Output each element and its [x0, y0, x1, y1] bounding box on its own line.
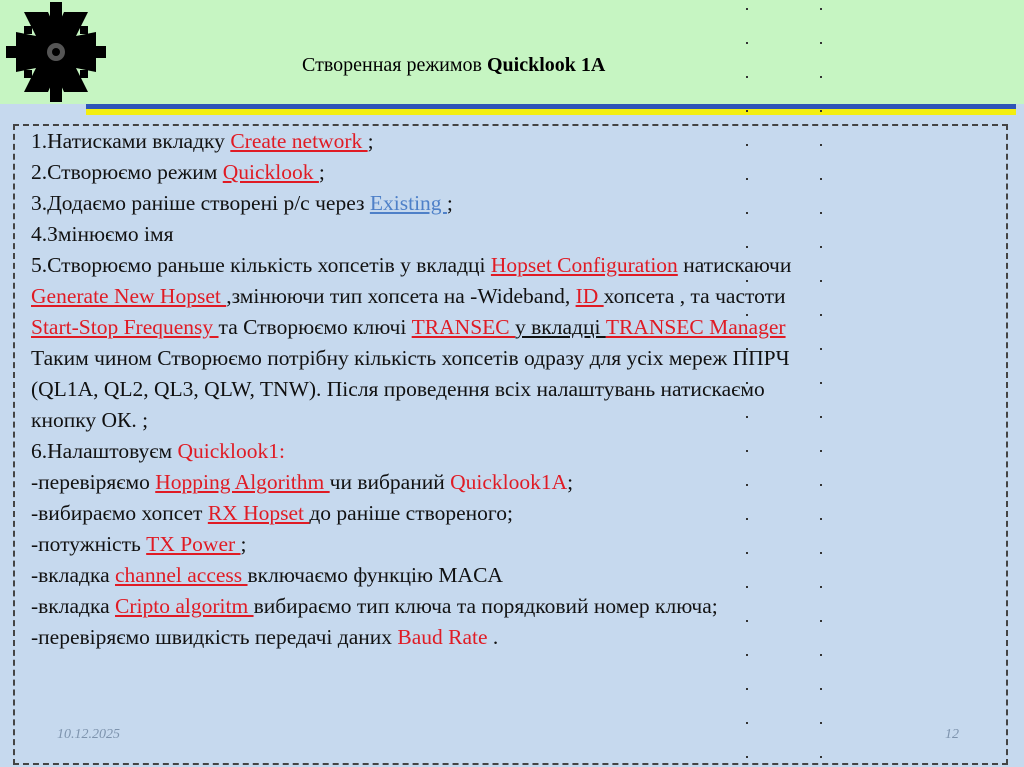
step-6-hopping: -перевіряємо Hopping Algorithm чи вибраний Quicklook1A; [31, 470, 574, 494]
decorative-dot [746, 110, 748, 112]
black-cross-emblem-icon [4, 2, 108, 102]
step-3: 3.Додаємо раніше створені р/с через Existing ; [31, 191, 453, 215]
step-1: 1.Натисками вкладку Create network ; [31, 129, 374, 153]
step-5-line-6: кнопку ОК. ; [31, 408, 149, 432]
hopping-algorithm-link[interactable]: Hopping Algorithm [155, 470, 330, 494]
transec-manager-link[interactable]: TRANSEC Manager [605, 315, 786, 339]
create-network-link[interactable]: Create network [230, 129, 368, 153]
slide-title: Створенная режимов Quicklook 1A [302, 54, 606, 76]
step-6-channel-access: -вкладка channel access включаємо функцію MACA [31, 563, 503, 587]
step-6: 6.Налаштовуєм Quicklook1: [31, 439, 285, 463]
start-stop-frequensy-link[interactable]: Start-Stop Frequensy [31, 315, 219, 339]
decorative-dot [746, 76, 748, 78]
step-2: 2.Створюємо режим Quicklook ; [31, 160, 325, 184]
step-5-line-5: (QL1A, QL2, QL3, QLW, TNW). Після проведення всіх налаштувань натискаємо [31, 377, 765, 401]
step-5-line-2: Generate New Hopset ,змінюючи тип хопсета на -Wideband, ID хопсета , та частоти [31, 284, 786, 308]
hopset-configuration-link[interactable]: Hopset Configuration [490, 253, 678, 277]
decorative-dot [820, 110, 822, 112]
slide-header [0, 0, 1024, 104]
step-6-tx-power: -потужність TX Power ; [31, 532, 247, 556]
quicklook-link[interactable]: Quicklook [222, 160, 319, 184]
step-6-rx-hopset: -вибираємо хопсет RX Hopset до раніше створеного; [31, 501, 513, 525]
instructions-text [31, 126, 1006, 653]
step-4: 4.Змінюємо імя [31, 222, 174, 246]
transec-link[interactable]: TRANSEC [411, 315, 516, 339]
step-5: 5.Створюємо раньше кількість хопсетів у вкладці Hopset Configuration натискаючи [31, 253, 792, 277]
id-link[interactable]: ID [575, 284, 604, 308]
decorative-dot [820, 76, 822, 78]
decorative-dot [746, 8, 748, 10]
page-number: 12 [945, 727, 959, 742]
channel-access-link[interactable]: channel access [115, 563, 248, 587]
decorative-dot [820, 42, 822, 44]
cripto-algoritm-link[interactable]: Cripto algoritm [115, 594, 254, 618]
footer-date: 10.12.2025 [57, 727, 120, 742]
flag-stripe-yellow [86, 109, 1016, 115]
tx-power-link[interactable]: TX Power [146, 532, 241, 556]
step-5-line-4: Таким чином Створюємо потрібну кількість хопсетів одразу для усіх мереж ППРЧ [31, 346, 790, 370]
step-6-baud-rate: -перевіряємо швидкість передачі даних Baud Rate . [31, 625, 499, 649]
decorative-dot [820, 8, 822, 10]
existing-link[interactable]: Existing [369, 191, 447, 215]
step-6-cripto: -вкладка Cripto algoritm вибираємо тип ключа та порядковий номер ключа; [31, 594, 718, 618]
generate-new-hopset-link[interactable]: Generate New Hopset [31, 284, 227, 308]
step-5-line-3: Start-Stop Frequensy та Створюємо ключі TRANSEC у вкладці TRANSEC Manager [31, 315, 786, 339]
decorative-dot [746, 42, 748, 44]
rx-hopset-link[interactable]: RX Hopset [207, 501, 310, 525]
